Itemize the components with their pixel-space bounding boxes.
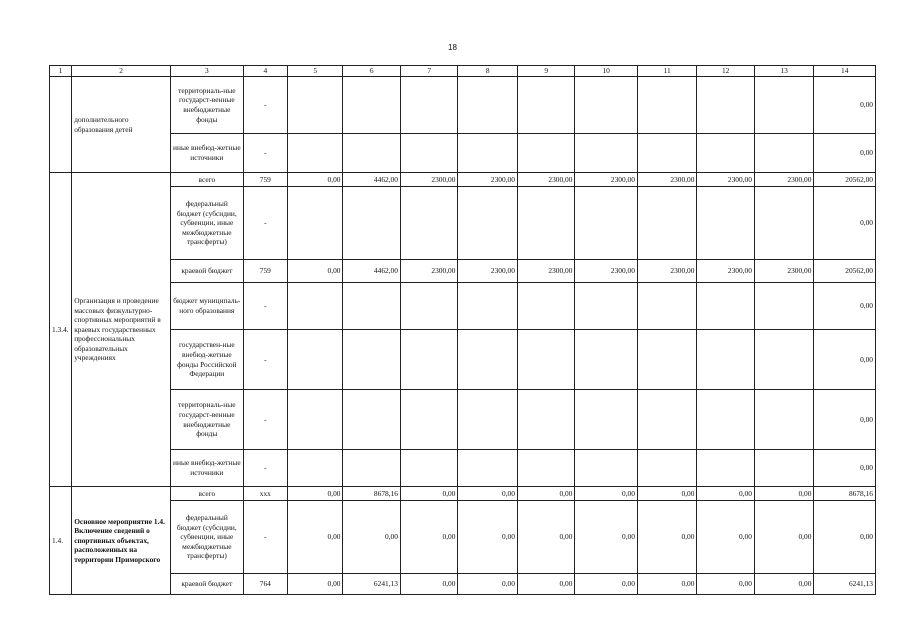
budget-code: - <box>243 187 287 260</box>
value-cell <box>754 134 814 173</box>
header-cell: 6 <box>343 66 400 77</box>
value-cell <box>343 330 400 390</box>
value-cell <box>343 450 400 487</box>
table-row <box>50 173 876 187</box>
value-cell <box>575 330 638 390</box>
value-cell <box>697 187 754 260</box>
value-cell: 0,00 <box>637 487 697 501</box>
header-cell: 1 <box>50 66 72 77</box>
value-cell <box>575 134 638 173</box>
value-cell <box>458 330 518 390</box>
value-cell <box>697 450 754 487</box>
value-cell <box>343 390 400 450</box>
budget-code: - <box>243 77 287 134</box>
row-number-cell: 1.4. <box>50 487 72 595</box>
value-cell: 8678,16 <box>343 487 400 501</box>
value-cell: 2300,00 <box>637 260 697 283</box>
budget-table <box>49 65 876 595</box>
funding-source: федеральный бюджет (субсидии, субвенции, иные межбюджетные трансферты) <box>171 501 244 574</box>
total-cell: 0,00 <box>814 187 876 260</box>
funding-source: бюджет муниципаль-ного образования <box>171 283 244 330</box>
value-cell: 2300,00 <box>517 173 574 187</box>
value-cell <box>697 390 754 450</box>
value-cell: 0,00 <box>288 487 343 501</box>
table-row <box>50 187 876 260</box>
value-cell: 0,00 <box>697 487 754 501</box>
value-cell: 0,00 <box>517 487 574 501</box>
value-cell <box>637 330 697 390</box>
value-cell: 0,00 <box>575 501 638 574</box>
funding-source: всего <box>171 173 244 187</box>
row-number-cell: 1.3.4. <box>50 173 72 487</box>
value-cell: 0,00 <box>400 501 457 574</box>
table-row <box>50 390 876 450</box>
value-cell <box>517 283 574 330</box>
header-cell: 14 <box>814 66 876 77</box>
total-cell: 0,00 <box>814 450 876 487</box>
funding-source: иные внебюд-жетные источники <box>171 134 244 173</box>
value-cell <box>400 283 457 330</box>
value-cell <box>458 187 518 260</box>
activity-name: дополнительного образования детей <box>72 77 171 173</box>
funding-source: территориаль-ные государст-венные внебюджетные фонды <box>171 77 244 134</box>
value-cell <box>575 390 638 450</box>
value-cell <box>517 390 574 450</box>
value-cell <box>697 283 754 330</box>
value-cell: 0,00 <box>697 574 754 595</box>
table-row <box>50 487 876 501</box>
value-cell <box>400 187 457 260</box>
value-cell <box>288 330 343 390</box>
value-cell <box>697 77 754 134</box>
value-cell <box>400 330 457 390</box>
total-cell: 20562,00 <box>814 173 876 187</box>
value-cell <box>697 134 754 173</box>
value-cell <box>517 187 574 260</box>
page-number: 18 <box>448 43 457 52</box>
header-cell: 8 <box>458 66 518 77</box>
value-cell <box>458 450 518 487</box>
value-cell <box>343 283 400 330</box>
value-cell <box>637 450 697 487</box>
budget-code: - <box>243 283 287 330</box>
funding-source: всего <box>171 487 244 501</box>
total-cell: 6241,13 <box>814 574 876 595</box>
budget-code: - <box>243 330 287 390</box>
funding-source: федеральный бюджет (субсидии, субвенции, иные межбюджетные трансферты) <box>171 187 244 260</box>
value-cell <box>754 77 814 134</box>
value-cell: 2300,00 <box>575 260 638 283</box>
value-cell <box>754 450 814 487</box>
value-cell: 2300,00 <box>754 260 814 283</box>
value-cell <box>637 187 697 260</box>
value-cell: 0,00 <box>288 501 343 574</box>
total-cell: 0,00 <box>814 283 876 330</box>
funding-source: иные внебюд-жетные источники <box>171 450 244 487</box>
header-cell: 3 <box>171 66 244 77</box>
value-cell: 2300,00 <box>458 173 518 187</box>
value-cell: 2300,00 <box>400 173 457 187</box>
header-cell: 2 <box>72 66 171 77</box>
table-row <box>50 330 876 390</box>
funding-source: краевой бюджет <box>171 260 244 283</box>
value-cell <box>637 134 697 173</box>
value-cell <box>400 390 457 450</box>
budget-code: 759 <box>243 260 287 283</box>
value-cell <box>637 77 697 134</box>
value-cell: 0,00 <box>288 574 343 595</box>
value-cell <box>458 283 518 330</box>
value-cell: 0,00 <box>400 487 457 501</box>
header-cell: 9 <box>517 66 574 77</box>
value-cell: 0,00 <box>517 501 574 574</box>
value-cell: 0,00 <box>458 574 518 595</box>
header-cell: 5 <box>288 66 343 77</box>
header-row <box>50 66 876 77</box>
value-cell <box>288 450 343 487</box>
header-cell: 4 <box>243 66 287 77</box>
value-cell <box>343 134 400 173</box>
total-cell: 0,00 <box>814 501 876 574</box>
value-cell <box>288 134 343 173</box>
value-cell: 2300,00 <box>637 173 697 187</box>
budget-code: ххх <box>243 487 287 501</box>
value-cell <box>517 450 574 487</box>
header-cell: 13 <box>754 66 814 77</box>
value-cell <box>754 330 814 390</box>
value-cell <box>637 283 697 330</box>
value-cell <box>575 187 638 260</box>
value-cell: 2300,00 <box>697 260 754 283</box>
value-cell <box>575 77 638 134</box>
value-cell <box>517 134 574 173</box>
value-cell <box>400 77 457 134</box>
row-number-cell <box>50 77 72 173</box>
total-cell: 8678,16 <box>814 487 876 501</box>
value-cell <box>343 77 400 134</box>
budget-code: 759 <box>243 173 287 187</box>
total-cell: 0,00 <box>814 390 876 450</box>
header-cell: 12 <box>697 66 754 77</box>
value-cell <box>517 77 574 134</box>
total-cell: 0,00 <box>814 330 876 390</box>
value-cell <box>754 283 814 330</box>
value-cell: 2300,00 <box>400 260 457 283</box>
value-cell <box>754 187 814 260</box>
total-cell: 0,00 <box>814 77 876 134</box>
table-row <box>50 77 876 134</box>
value-cell <box>754 390 814 450</box>
table-row <box>50 260 876 283</box>
header-cell: 7 <box>400 66 457 77</box>
budget-code: - <box>243 134 287 173</box>
value-cell <box>697 330 754 390</box>
value-cell: 0,00 <box>637 501 697 574</box>
value-cell: 4462,00 <box>343 173 400 187</box>
value-cell: 0,00 <box>754 487 814 501</box>
value-cell <box>400 450 457 487</box>
budget-code: - <box>243 390 287 450</box>
value-cell <box>458 134 518 173</box>
value-cell: 2300,00 <box>754 173 814 187</box>
value-cell: 0,00 <box>575 574 638 595</box>
table-row <box>50 450 876 487</box>
value-cell: 0,00 <box>343 501 400 574</box>
value-cell: 0,00 <box>637 574 697 595</box>
header-cell: 11 <box>637 66 697 77</box>
funding-source: государствен-ные внебюд-жетные фонды Российской Федерации <box>171 330 244 390</box>
value-cell: 0,00 <box>517 574 574 595</box>
table-row <box>50 501 876 574</box>
funding-source: краевой бюджет <box>171 574 244 595</box>
value-cell: 0,00 <box>288 173 343 187</box>
value-cell: 0,00 <box>288 260 343 283</box>
value-cell <box>575 283 638 330</box>
value-cell: 0,00 <box>575 487 638 501</box>
value-cell: 0,00 <box>400 574 457 595</box>
table-row <box>50 574 876 595</box>
budget-code: - <box>243 450 287 487</box>
value-cell: 2300,00 <box>697 173 754 187</box>
value-cell: 0,00 <box>754 574 814 595</box>
activity-name: Организация и проведение массовых физкультурно-спортивных мероприятий в краевых государственных профессиональных образовательных учреждениях <box>72 173 171 487</box>
value-cell <box>400 134 457 173</box>
total-cell: 0,00 <box>814 134 876 173</box>
value-cell <box>458 390 518 450</box>
value-cell: 4462,00 <box>343 260 400 283</box>
value-cell: 0,00 <box>458 501 518 574</box>
value-cell <box>343 187 400 260</box>
value-cell <box>458 77 518 134</box>
funding-source: территориаль-ные государст-венные внебюджетные фонды <box>171 390 244 450</box>
budget-code: - <box>243 501 287 574</box>
value-cell: 0,00 <box>754 501 814 574</box>
value-cell: 0,00 <box>697 501 754 574</box>
value-cell: 2300,00 <box>458 260 518 283</box>
table-row <box>50 283 876 330</box>
value-cell <box>288 77 343 134</box>
budget-code: 764 <box>243 574 287 595</box>
header-cell: 10 <box>575 66 638 77</box>
value-cell <box>637 390 697 450</box>
total-cell: 20562,00 <box>814 260 876 283</box>
value-cell <box>288 187 343 260</box>
value-cell: 2300,00 <box>517 260 574 283</box>
value-cell <box>288 390 343 450</box>
value-cell: 6241,13 <box>343 574 400 595</box>
value-cell <box>575 450 638 487</box>
value-cell: 2300,00 <box>575 173 638 187</box>
value-cell <box>517 330 574 390</box>
table-row <box>50 134 876 173</box>
value-cell: 0,00 <box>458 487 518 501</box>
activity-name: Основное мероприятие 1.4. Включение сведений о спортивных объектах, расположенных на территории Приморского <box>72 487 171 595</box>
value-cell <box>288 283 343 330</box>
